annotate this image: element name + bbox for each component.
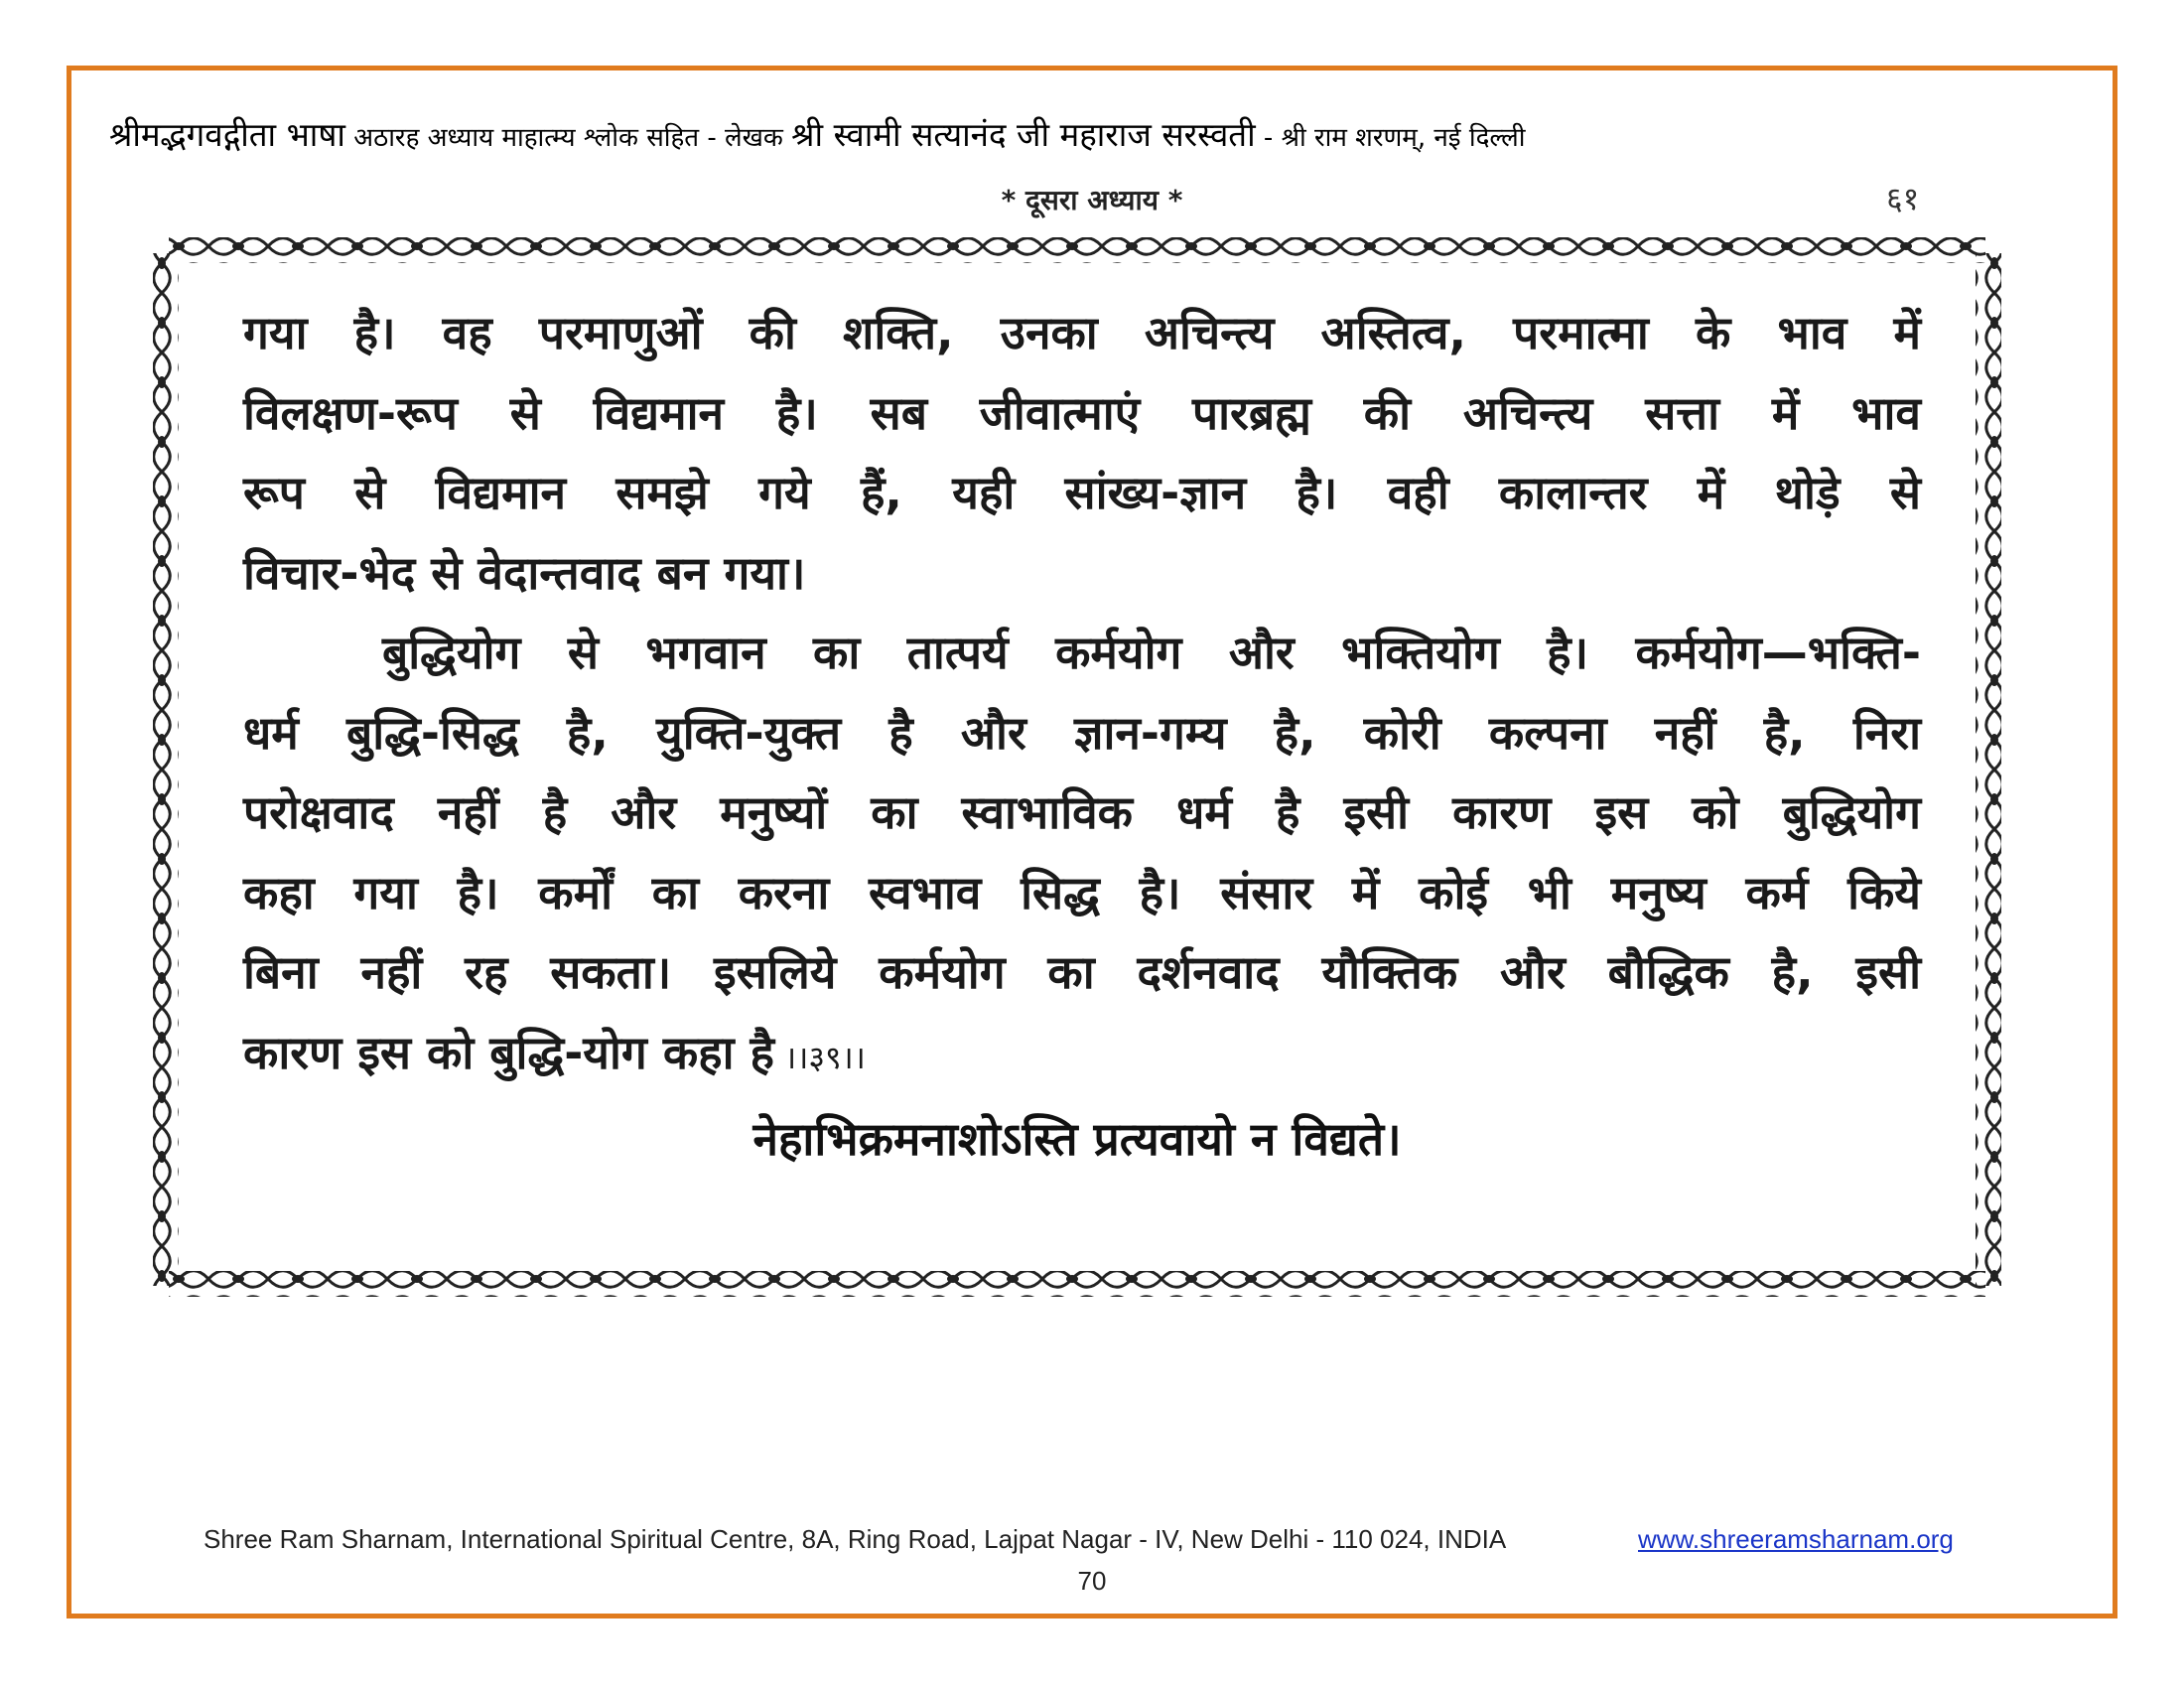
body-line: परोक्षवाद नहीं है और मनुष्यों का स्वाभाविक धर्म है इसी कारण इस को बुद्धियोग [243,785,1921,839]
sanskrit-verse: नेहाभिक्रमनाशोऽस्ति प्रत्यवायो न विद्यते। [752,1112,1402,1166]
body-line: रूप से विद्यमान समझे गये हैं, यही सांख्य-ज्ञान है। वही कालान्तर में थोड़े से [243,466,1921,519]
body-line: विचार-भेद से वेदान्तवाद बन गया। [243,545,806,600]
chapter-title: * दूसरा अध्याय * [1001,184,1183,216]
body-line: बुद्धियोग से भगवान का तात्पर्य कर्मयोग और भक्तियोग है। कर्मयोग—भक्ति- [382,626,1921,679]
scanned-page-box [149,233,2005,1301]
scan-page-number: ६१ [1886,180,1920,217]
header-separator: - [1255,123,1282,153]
website-link[interactable]: www.shreeramsharnam.org [1638,1524,1954,1554]
header-publisher: श्री राम शरणम्, नई दिल्ली [1281,123,1526,153]
body-line-last [243,1013,1921,1098]
page-header [109,111,2085,156]
body-line: बिना नहीं रह सकता। इसलिये कर्मयोग का दर्शनवाद यौक्तिक और बौद्धिक है, इसी [243,945,1921,999]
header-title-main: श्रीमद्भगवद्गीता भाषा [109,115,345,154]
body-line: कहा गया है। कर्मों का करना स्वभाव सिद्ध है। संसार में कोई भी मनुष्य कर्म किये [243,865,1921,919]
body-line: धर्म बुद्धि-सिद्ध है, युक्ति-युक्त है और ज्ञान-गम्य है, कोरी कल्पना नहीं है, निरा [243,705,1921,760]
header-author: श्री स्वामी सत्यानंद जी महाराज सरस्वती [791,115,1256,154]
page-number: 70 [1077,1566,1107,1596]
verse-number: ।।३९।। [773,1038,866,1076]
header-title-sub: अठारह अध्याय माहात्म्य श्लोक सहित - लेखक [344,123,792,153]
body-text [243,293,1921,1097]
body-line: विलक्षण-रूप से विद्यमान है। सब जीवात्माएं पारब्रह्म की अचिन्त्य सत्ता में भाव [243,385,1921,440]
body-line-text: कारण इस को बुद्धि-योग कहा है [243,1025,774,1079]
body-line: गया है। वह परमाणुओं की शक्ति, उनका अचिन्त्य अस्तित्व, परमात्मा के भाव में [243,306,1921,359]
footer-address: Shree Ram Sharnam, International Spiritual Centre, 8A, Ring Road, Lajpat Nagar - IV, New Delhi - 110 024, INDIA [204,1524,1507,1554]
